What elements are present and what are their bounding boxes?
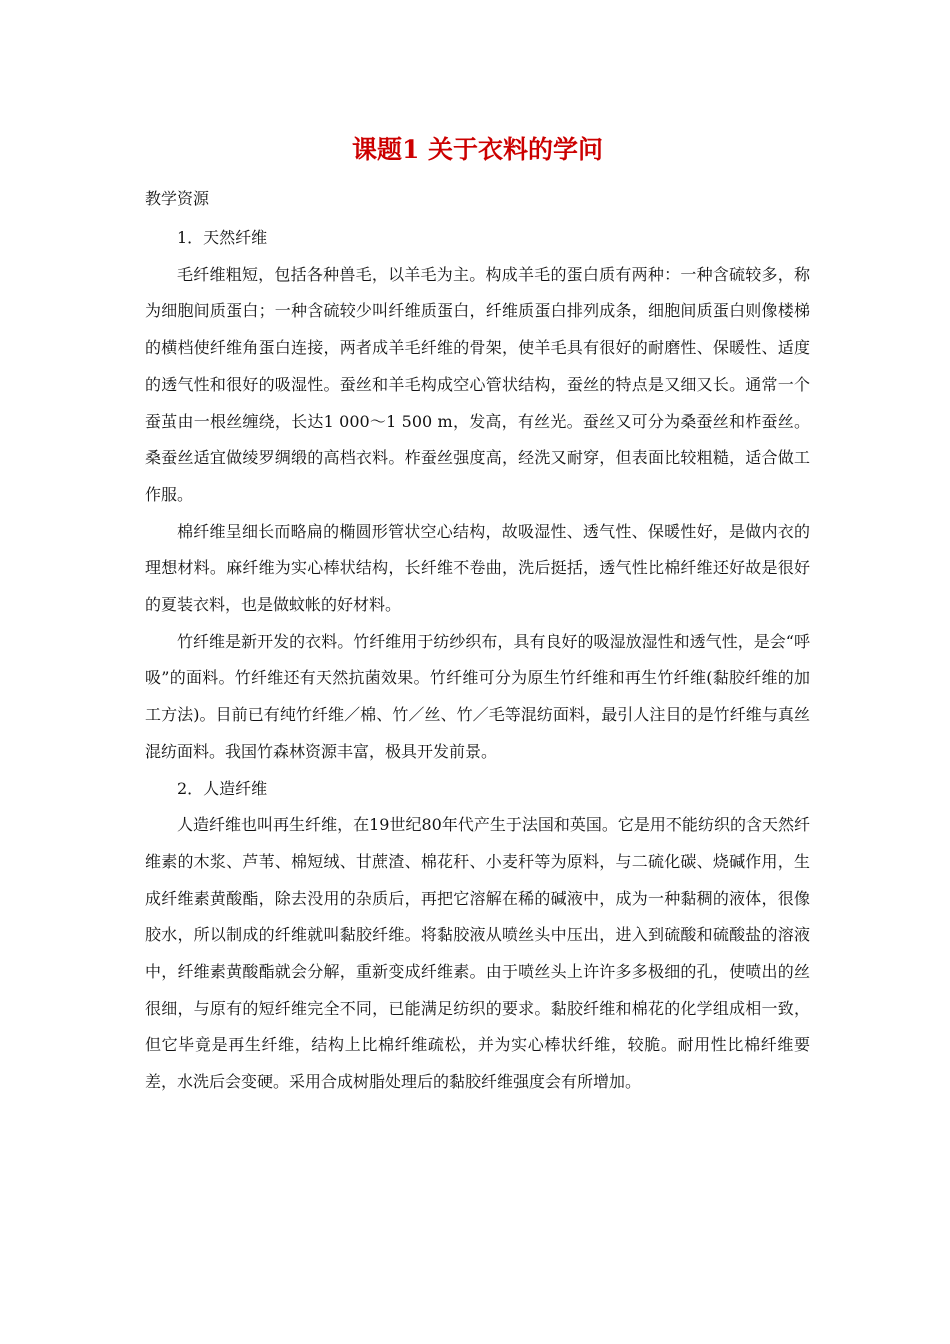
paragraph: 毛纤维粗短，包括各种兽毛，以羊毛为主。构成羊毛的蛋白质有两种：一种含硫较多，称为细胞间质蛋白；一种含硫较少叫纤维质蛋白，纤维质蛋白排列成条，细胞间质蛋白则像楼梯的横档使纤维角蛋白连接，两者成羊毛纤维的骨架，使羊毛具有很好的耐磨性、保暖性、适度的透气性和很好的吸湿性。蚕丝和羊毛构成空心管状结构，蚕丝的特点是又细又长。通常一个蚕茧由一根丝缠绕，长达1 000～1 500 m，发高，有丝光。蚕丝又可分为桑蚕丝和柞蚕丝。桑蚕丝适宜做绫罗绸缎的高档衣料。柞蚕丝强度高，经洗又耐穿，但表面比较粗糙，适合做工作服。 <box>145 264 810 504</box>
section-label: 教学资源 <box>145 189 210 208</box>
document-body <box>145 220 810 1101</box>
paragraph: 棉纤维呈细长而略扁的椭圆形管状空心结构，故吸湿性、透气性、保暖性好，是做内衣的理想材料。麻纤维为实心棒状结构，长纤维不卷曲，洗后挺括，透气性比棉纤维还好故是很好的夏装衣料，也是做蚊帐的好材料。 <box>145 521 810 615</box>
section-heading: 1．天然纤维 <box>177 228 268 247</box>
page-title: 课题1 关于衣料的学问 <box>351 135 604 164</box>
section-heading: 2．人造纤维 <box>177 778 268 798</box>
paragraph: 竹纤维是新开发的衣料。竹纤维用于纺纱织布，具有良好的吸湿放湿性和透气性，是会“呼吸”的面料。竹纤维还有天然抗菌效果。竹纤维可分为原生竹纤维和再生竹纤维(黏胶纤维的加工方法)。目前已有纯竹纤维／棉、竹／丝、竹／毛等混纺面料，最引人注目的是竹纤维与真丝混纺面料。我国竹森林资源丰富，极具开发前景。 <box>145 631 810 761</box>
paragraph: 人造纤维也叫再生纤维，在19世纪80年代产生于法国和英国。它是用不能纺织的含天然纤维素的木浆、芦苇、棉短绒、甘蔗渣、棉花秆、小麦秆等为原料，与二硫化碳、烧碱作用，生成纤维素黄酸酯，除去没用的杂质后，再把它溶解在稀的碱液中，成为一种黏稠的液体，很像胶水，所以制成的纤维就叫黏胶纤维。将黏胶液从喷丝头中压出，进入到硫酸和硫酸盐的溶液中，纤维素黄酸酯就会分解，重新变成纤维素。由于喷丝头上许许多多极细的孔，使喷出的丝很细，与原有的短纤维完全不同，已能满足纺织的要求。黏胶纤维和棉花的化学组成相一致，但它毕竟是再生纤维，结构上比棉纤维疏松，并为实心棒状纤维，较脆。耐用性比棉纤维要差，水洗后会变硬。采用合成树脂处理后的黏胶纤维强度会有所增加。 <box>145 815 810 1092</box>
